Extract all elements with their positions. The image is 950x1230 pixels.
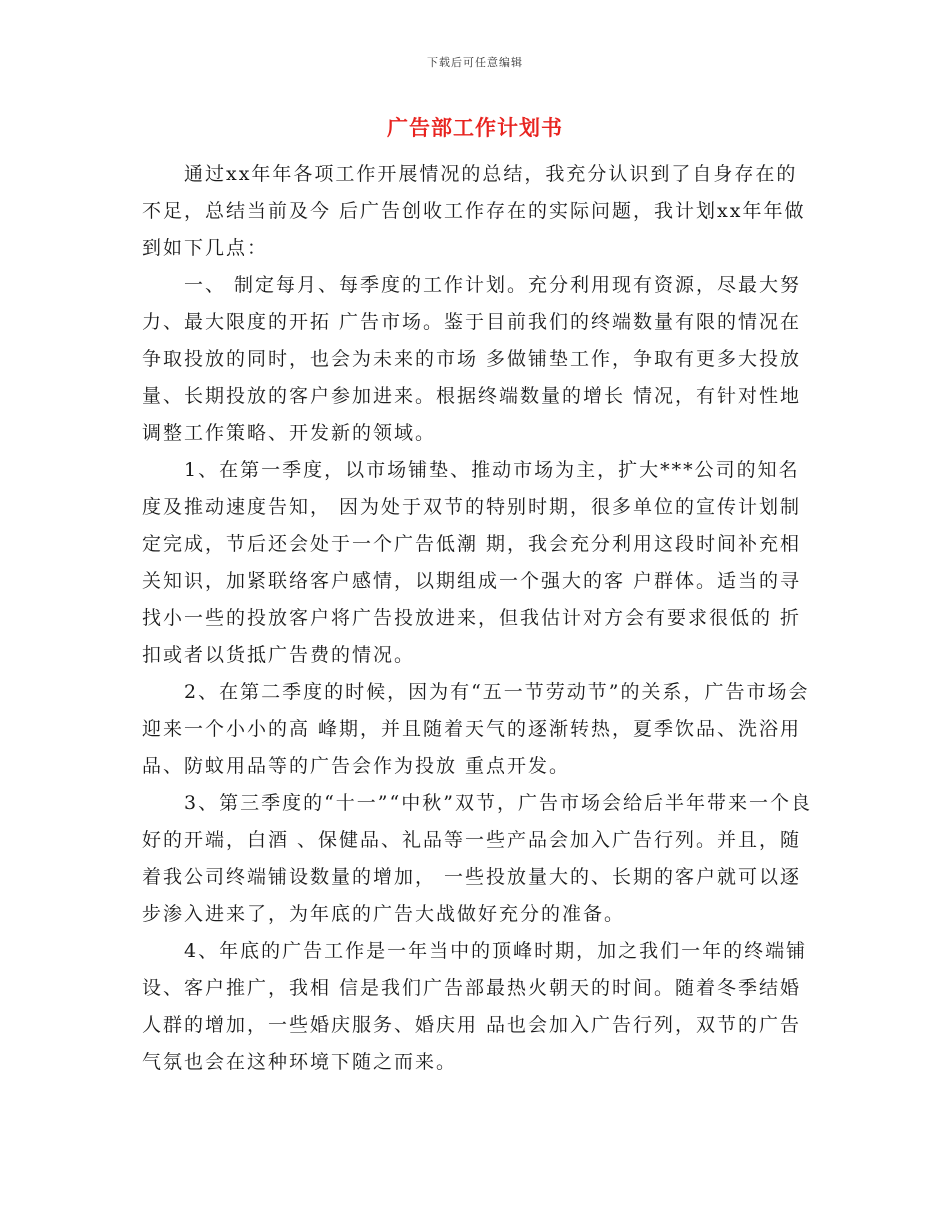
document-body <box>142 156 814 1081</box>
paragraph-intro: 通过xx年年各项工作开展情况的总结，我充分认识到了自身存在的不足，总结当前及今 后广告创收工作存在的实际问题，我计划xx年年做到如下几点： <box>142 163 806 259</box>
paragraph-q4: 4、年底的广告工作是一年当中的顶峰时期，加之我们一年的终端铺设、客户推广，我相 信是我们广告部最热火朝天的时间。随着冬季结婚人群的增加，一些婚庆服务、婚庆用 品也会加入广告行列，双节的广告气氛也会在这种环境下随之而来。 <box>142 940 808 1073</box>
paragraph-q1: 1、在第一季度，以市场铺垫、推动市场为主，扩大***公司的知名度及推动速度告知， 因为处于双节的特别时期，很多单位的宣传计划制定完成，节后还会处于一个广告低潮 期，我会充分利用这段时间补充相关知识，加紧联络客户感情，以期组成一个强大的客 户群体。适当的寻找小一些的投放客户将广告投放进来，但我估计对方会有要求很低的 折扣或者以货抵广告费的情况。 <box>142 459 802 666</box>
document-title: 广告部工作计划书 <box>387 116 563 140</box>
paragraph-plan-one: 一、 制定每月、每季度的工作计划。充分利用现有资源，尽最大努力、最大限度的开拓 广告市场。鉴于目前我们的终端数量有限的情况在争取投放的同时，也会为未来的市场 多做铺垫工作，争取有更多大投放量、长期投放的客户参加进来。根据终端数量的增长 情况，有针对性地调整工作策略、开发新的领域。 <box>142 274 802 444</box>
paragraph-q3: 3、第三季度的“十一”“中秋”双节，广告市场会给后半年带来一个良好的开端，白酒 、保健品、礼品等一些产品会加入广告行列。并且，随着我公司终端铺设数量的增加， 一些投放量大的、长期的客户就可以逐步渗入进来了，为年底的广告大战做好充分的准备。 <box>142 792 812 925</box>
header-note: 下载后可任意编辑 <box>427 56 523 69</box>
paragraph-q2: 2、在第二季度的时候，因为有“五一节劳动节”的关系，广告市场会迎来一个小小的高 峰期，并且随着天气的逐渐转热，夏季饮品、洗浴用品、防蚊用品等的广告会作为投放 重点开发。 <box>142 681 810 777</box>
